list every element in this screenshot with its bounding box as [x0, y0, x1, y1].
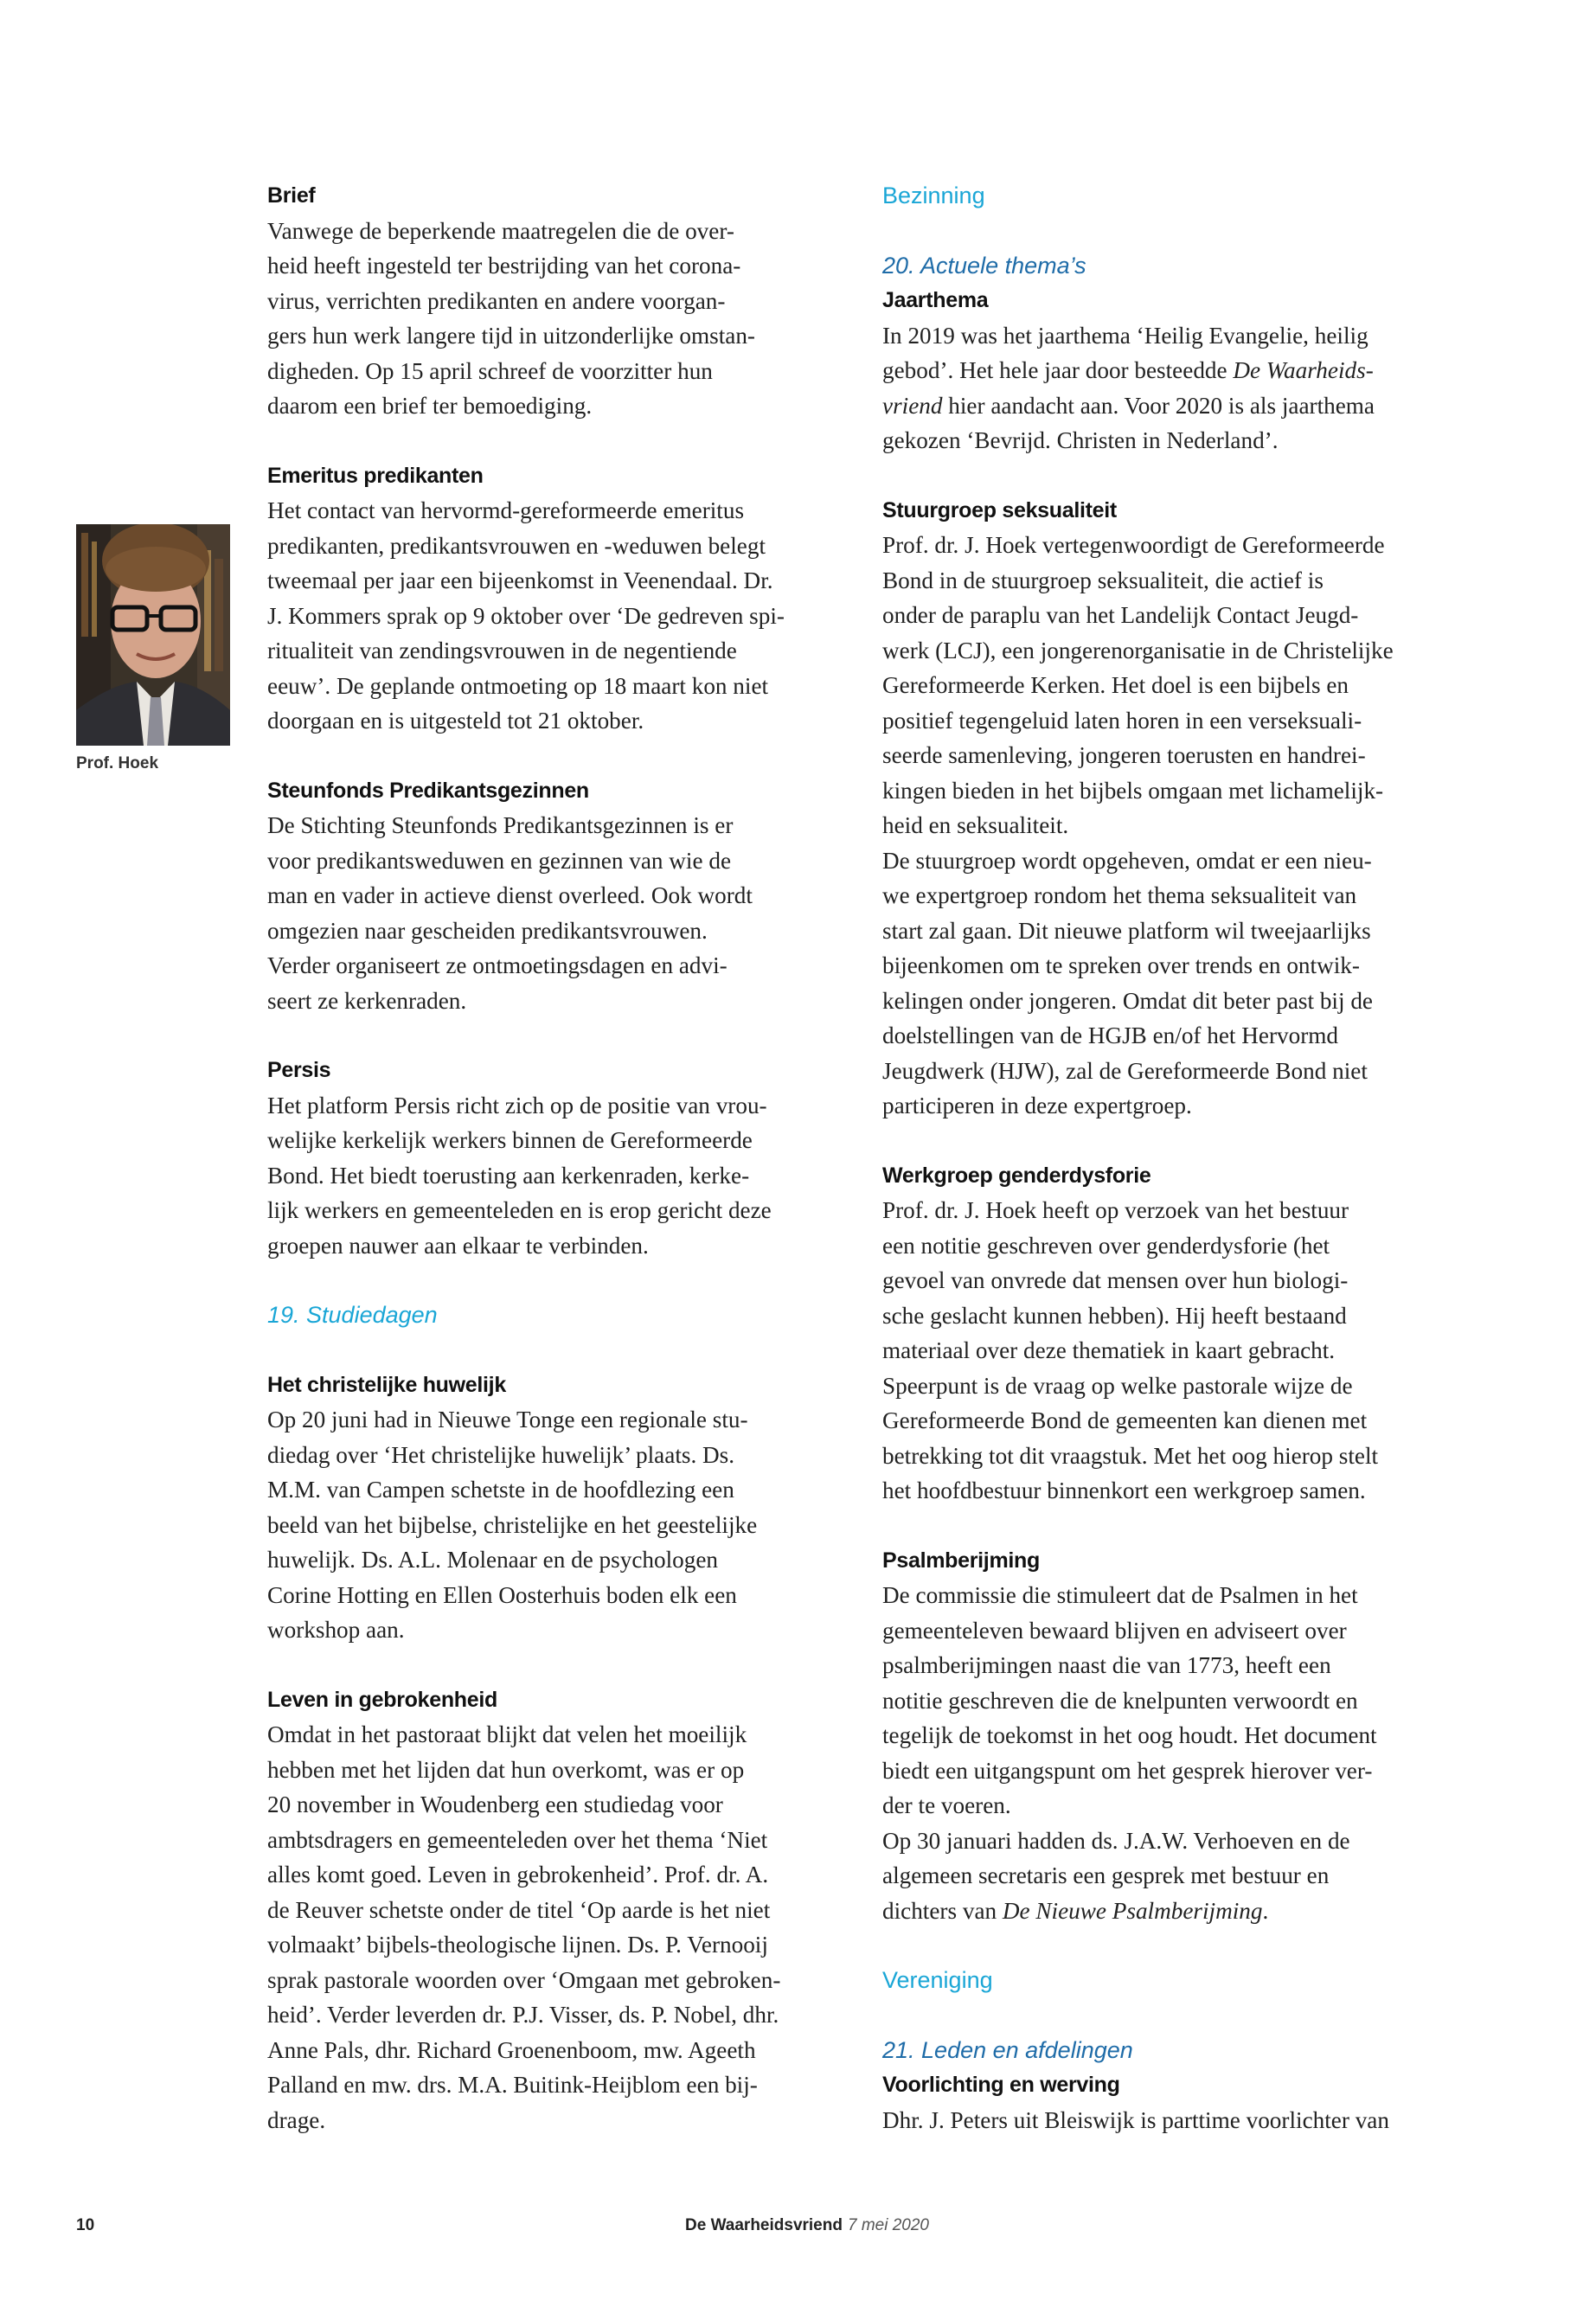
text-line: J. Kommers sprak op 9 oktober over ‘De gedreven spi- [267, 602, 785, 629]
text-line: de Reuver schetste onder de titel ‘Op aarde is het niet [267, 1896, 771, 1923]
theme-title-actuele-themas: 20. Actuele thema’s [882, 252, 1086, 279]
text-line: De commissie die stimuleert dat de Psalmen in het [882, 1582, 1358, 1608]
text-line: sche geslacht kunnen hebben). Hij heeft bestaand [882, 1302, 1347, 1329]
line: dichters van De Nieuwe Psalmberijming. [882, 1897, 1269, 1924]
text-line: virus, verrichten predikanten en andere voorgan- [267, 287, 726, 314]
section-brief [267, 178, 845, 424]
theme-title-studiedagen: 19. Studiedagen [267, 1302, 438, 1328]
text-line: De Stichting Steunfonds Predikantsgezinnen is er [267, 812, 734, 838]
section-emeritus [267, 458, 845, 739]
text-line: der te voeren. [882, 1792, 1011, 1818]
text-line: participeren in deze expertgroep. [882, 1093, 1192, 1118]
text-line: huwelijk. Ds. A.L. Molenaar en de psychologen [267, 1547, 718, 1573]
text-line: omgezien naar gescheiden predikantsvrouwen. [267, 917, 708, 944]
page-number: 10 [76, 2216, 95, 2234]
text-line: we expertgroep rondom het thema seksualiteit van [882, 882, 1357, 908]
text-line: Prof. dr. J. Hoek heeft op verzoek van het bestuur [882, 1197, 1349, 1223]
text-line: Palland en mw. drs. M.A. Buitink-Heijblom een bij- [267, 2072, 758, 2098]
text-line: hebben met het lijden dat hun overkomt, was er op [267, 1756, 745, 1783]
paragraph-brief [267, 214, 845, 424]
section-voorlichting [882, 2067, 1464, 2138]
text-line: sprak pastorale woorden over ‘Omgaan met gebroken- [267, 1966, 781, 1993]
text-line: algemeen secretaris een gesprek met bestuur en [882, 1862, 1330, 1888]
paragraph-jaarthema [882, 318, 1464, 458]
photo-caption: Prof. Hoek [76, 754, 159, 772]
text-line: gemeenteleven bewaard blijven en adviseert over [882, 1617, 1347, 1644]
heading-brief: Brief [267, 183, 316, 208]
paragraph-stuurgroep [882, 528, 1464, 1124]
text-line: positief tegengeluid laten horen in een verseksuali- [882, 707, 1362, 734]
section-huwelijk [267, 1368, 845, 1648]
heading-stuurgroep: Stuurgroep seksualiteit [882, 497, 1117, 522]
magazine-title: vriend [882, 392, 943, 419]
text-line: gevoel van onvrede dat mensen over hun biologi- [882, 1267, 1349, 1293]
text-line: het hoofdbestuur binnenkort een werkgroep samen. [882, 1477, 1366, 1503]
text-line: een notitie geschreven over genderdysforie (het [882, 1232, 1330, 1259]
text-line: diedag over ‘Het christelijke huwelijk’ plaats. Ds. [267, 1441, 735, 1468]
heading-huwelijk: Het christelijke huwelijk [267, 1372, 506, 1397]
text-line: Op 30 januari hadden ds. J.A.W. Verhoeven en de [882, 1827, 1350, 1854]
text-line: Het platform Persis richt zich op de positie van vrou- [267, 1092, 767, 1118]
paragraph-psalmberijming [882, 1578, 1464, 1928]
category-label-bezinning: Bezinning [882, 183, 985, 208]
line: gebod’. Het hele jaar door besteedde De Waarheids- [882, 357, 1374, 383]
heading-genderdysforie: Werkgroep genderdysforie [882, 1163, 1151, 1188]
heading-jaarthema: Jaarthema [882, 288, 989, 312]
text-line: heid’. Verder leverden dr. P.J. Visser, ds. P. Nobel, dhr. [267, 2002, 779, 2028]
text-line: volmaakt’ bijbels-theologische lijnen. Ds. P. Vernooij [267, 1932, 768, 1958]
right-column [882, 178, 1464, 2172]
text-line: notitie geschreven die de knelpunten verwoordt en [882, 1687, 1358, 1714]
theme-title-leden: 21. Leden en afdelingen [882, 2036, 1133, 2063]
text-line: seerde samenleving, jongeren toerusten en handrei- [882, 742, 1366, 768]
heading-gebrokenheid: Leven in gebrokenheid [267, 1687, 497, 1712]
text-line: beeld van het bijbelse, christelijke en het geestelijke [267, 1511, 758, 1538]
text-line: ritualiteit van zendingsvrouwen in de negentiende [267, 638, 737, 663]
text-line: predikanten, predikantsvrouwen en -weduwen belegt [267, 532, 766, 559]
text-line: Prof. dr. J. Hoek vertegenwoordigt de Gereformeerde [882, 532, 1385, 558]
section-stuurgroep [882, 493, 1464, 1124]
text-line: Het contact van hervormd-gereformeerde emeritus [267, 497, 745, 523]
text-line: Anne Pals, dhr. Richard Groenenboom, mw. Ageeth [267, 2036, 756, 2063]
text-line: voor predikantsweduwen en gezinnen van wie de [267, 847, 732, 874]
magazine-name: De Waarheidsvriend [685, 2216, 843, 2234]
section-gebrokenheid [267, 1682, 845, 2138]
text-line: eeuw’. De geplande ontmoeting op 18 maart kon niet [267, 672, 769, 699]
category-label-vereniging: Vereniging [882, 1967, 993, 1993]
section-genderdysforie [882, 1158, 1464, 1509]
paragraph-steunfonds [267, 808, 845, 1018]
text-line: ambtsdragers en gemeenteleden over het thema ‘Niet [267, 1826, 768, 1853]
portrait-photo [76, 524, 230, 746]
section-persis [267, 1053, 845, 1263]
text-line: heid en seksualiteit. [882, 812, 1069, 838]
text-line: biedt een uitgangspunt om het gesprek hierover ver- [882, 1757, 1373, 1784]
text-line: Speerpunt is de vraag op welke pastorale wijze de [882, 1372, 1353, 1399]
heading-voorlichting: Voorlichting en werving [882, 2073, 1120, 2097]
text-line: onder de paraplu van het Landelijk Contact Jeugd- [882, 602, 1359, 628]
paragraph-genderdysforie [882, 1193, 1464, 1509]
section-jaarthema [882, 283, 1464, 458]
text-line: Gereformeerde Kerken. Het doel is een bijbels en [882, 672, 1349, 698]
text-line: daarom een brief ter bemoediging. [267, 393, 593, 419]
text-line: psalmberijmingen naast die van 1773, heeft een [882, 1652, 1331, 1678]
text-line: alles komt goed. Leven in gebrokenheid’. Prof. dr. A. [267, 1862, 769, 1888]
text-line: tweemaal per jaar een bijeenkomst in Veenendaal. Dr. [267, 567, 773, 593]
text-line: Jeugdwerk (HJW), zal de Gereformeerde Bond niet [882, 1057, 1368, 1084]
text-line: 20 november in Woudenberg een studiedag voor [267, 1791, 723, 1817]
text-line: groepen nauwer aan elkaar te verbinden. [267, 1232, 649, 1259]
text-line: Corine Hotting en Ellen Oosterhuis boden elk een [267, 1581, 737, 1608]
paragraph-lines [882, 1578, 1464, 1894]
text-line: digheden. Op 15 april schreef de voorzitter hun [267, 357, 713, 384]
line: gekozen ‘Bevrijd. Christen in Nederland’. [882, 427, 1279, 453]
text-line: werk (LCJ), een jongerenorganisatie in de Christelijke [882, 637, 1394, 663]
text-line: bijeenkomen om te spreken over trends en ontwik- [882, 952, 1360, 978]
heading-steunfonds: Steunfonds Predikantsgezinnen [267, 778, 589, 803]
text-line: M.M. van Campen schetste in de hoofdlezing een [267, 1477, 734, 1503]
text-line: start zal gaan. Dit nieuwe platform wil tweejaarlijks [882, 917, 1371, 944]
text-line: Verder organiseert ze ontmoetingsdagen en advi- [267, 952, 727, 978]
paragraph-gebrokenheid [267, 1717, 845, 2138]
portrait-image [76, 524, 230, 746]
line: vriend hier aandacht aan. Voor 2020 is als jaarthema [882, 392, 1375, 419]
issue-date: 7 mei 2020 [847, 2216, 929, 2234]
text-line: drage. [267, 2106, 326, 2133]
magazine-title: De Waarheids- [1233, 357, 1374, 383]
text-line: betrekking tot dit vraagstuk. Met het oog hierop stelt [882, 1442, 1379, 1469]
publication-title: De Nieuwe Psalmberijming [1002, 1897, 1263, 1924]
text-line: heid heeft ingesteld ter bestrijding van het corona- [267, 253, 741, 279]
text-line: De stuurgroep wordt opgeheven, omdat er een nieu- [882, 847, 1372, 874]
paragraph-emeritus [267, 493, 845, 739]
text-line: Omdat in het pastoraat blijkt dat velen het moeilijk [267, 1721, 747, 1747]
text-line: Vanwege de beperkende maatregelen die de over- [267, 217, 734, 244]
text-line: welijke kerkelijk werkers binnen de Gereformeerde [267, 1127, 753, 1153]
text-line: tegelijk de toekomst in het oog houdt. Het document [882, 1722, 1377, 1748]
text-line: man en vader in actieve dienst overleed. Ook wordt [267, 882, 753, 908]
text-line: doorgaan en is uitgesteld tot 21 oktober. [267, 708, 644, 734]
text-line: seert ze kerkenraden. [267, 987, 467, 1014]
text-line: Gereformeerde Bond de gemeenten kan dienen met [882, 1407, 1368, 1433]
text-line: Bond. Het biedt toerusting aan kerkenraden, kerke- [267, 1162, 750, 1189]
paragraph-huwelijk [267, 1402, 845, 1648]
paragraph-voorlichting [882, 2103, 1464, 2138]
text-line: lijk werkers en gemeenteleden en is erop gericht deze [267, 1197, 772, 1223]
text-line: materiaal over deze thematiek in kaart gebracht. [882, 1337, 1336, 1363]
section-steunfonds [267, 773, 845, 1019]
text-line: workshop aan. [267, 1617, 405, 1643]
text-line: kelingen onder jongeren. Omdat dit beter past bij de [882, 987, 1373, 1014]
heading-emeritus: Emeritus predikanten [267, 463, 484, 488]
text-line: Bond in de stuurgroep seksualiteit, die actief is [882, 567, 1324, 593]
left-column [267, 178, 845, 2172]
line: In 2019 was het jaarthema ‘Heilig Evangelie, heilig [882, 322, 1368, 349]
footer-magazine [685, 2216, 929, 2235]
text-line: gers hun werk langere tijd in uitzonderlijke omstan- [267, 323, 755, 349]
section-psalmberijming [882, 1543, 1464, 1929]
text-line: Dhr. J. Peters uit Bleiswijk is parttime voorlichter van [882, 2106, 1389, 2133]
text-line: Op 20 juni had in Nieuwe Tonge een regionale stu- [267, 1407, 748, 1433]
heading-psalmberijming: Psalmberijming [882, 1548, 1040, 1573]
text-line: doelstellingen van de HGJB en/of het Hervormd [882, 1022, 1339, 1048]
heading-persis: Persis [267, 1058, 331, 1082]
paragraph-persis [267, 1088, 845, 1264]
text-line: kingen bieden in het bijbels omgaan met lichamelijk- [882, 777, 1384, 804]
